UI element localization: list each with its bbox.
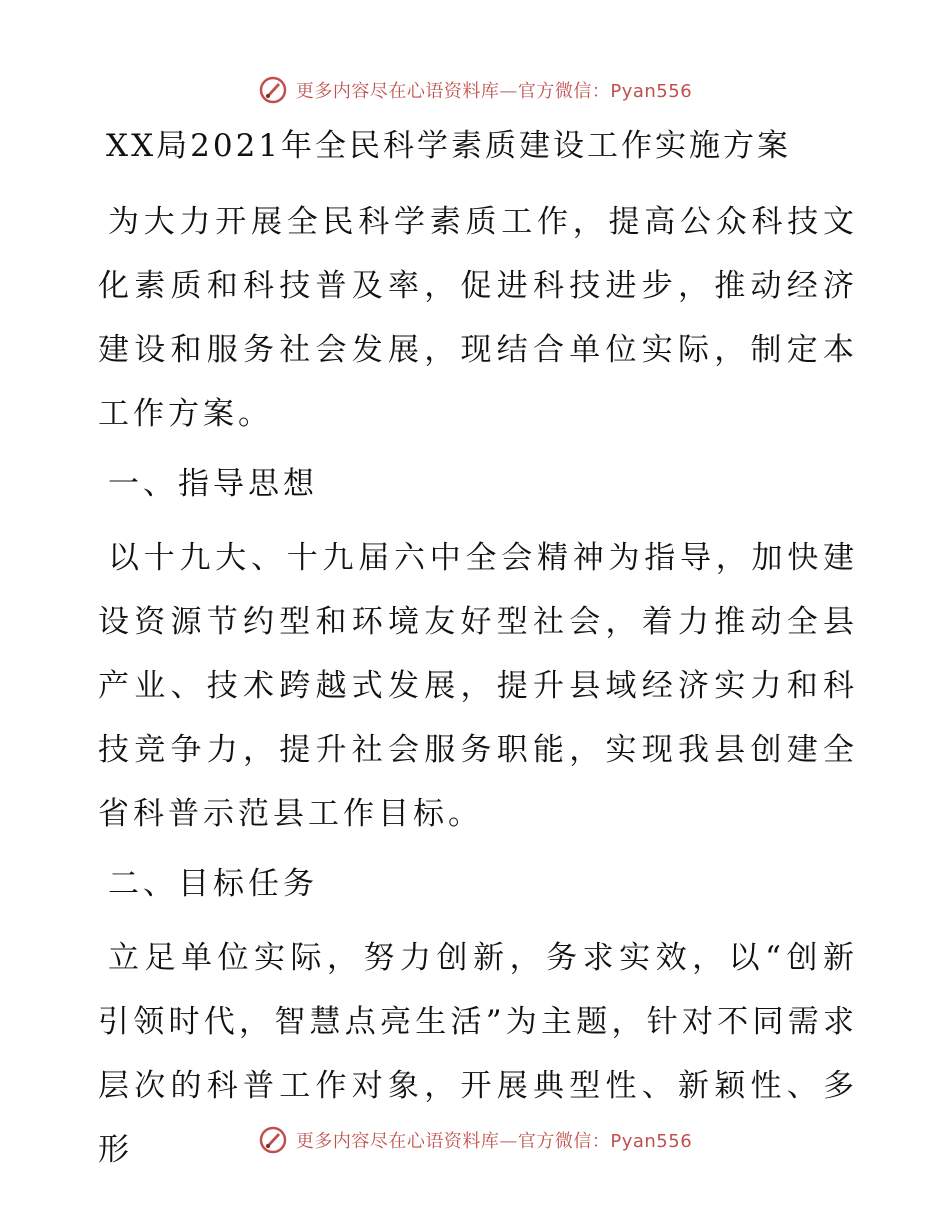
watermark-text: 更多内容尽在心语资料库—官方微信：Pyan556 bbox=[295, 81, 693, 102]
section-paragraph-guiding-thought: 以十九大、十九届六中全会精神为指导，加快建设资源节约型和环境友好型社会，着力推动全县产业、技术跨越式发展，提升县域经济实力和科技竞争力，提升社会服务职能，实现我县创建全省科普示范县工作目标。 bbox=[98, 540, 858, 832]
document-body bbox=[98, 120, 858, 1188]
section-heading-guiding-thought: 一、指导思想 bbox=[108, 466, 318, 502]
section-paragraph-goals: 立足单位实际，努力创新，务求实效，以“创新引领时代，智慧点亮生活”为主题，针对不同需求层次的科普工作对象，开展典型性、新颖性、多形 bbox=[98, 940, 858, 1168]
brand-logo-icon bbox=[258, 1125, 288, 1155]
document-title: XX局2021年全民科学素质建设工作实施方案 bbox=[106, 128, 792, 164]
brand-logo-icon bbox=[258, 75, 288, 105]
section-heading-goals: 二、目标任务 bbox=[108, 866, 318, 902]
intro-paragraph: 为大力开展全民科学素质工作，提高公众科技文化素质和科技普及率，促进科技进步，推动经济建设和服务社会发展，现结合单位实际，制定本工作方案。 bbox=[98, 204, 858, 432]
watermark-banner-bottom bbox=[0, 1120, 950, 1160]
watermark-text: 更多内容尽在心语资料库—官方微信：Pyan556 bbox=[295, 1131, 693, 1152]
watermark-banner-top bbox=[0, 70, 950, 110]
